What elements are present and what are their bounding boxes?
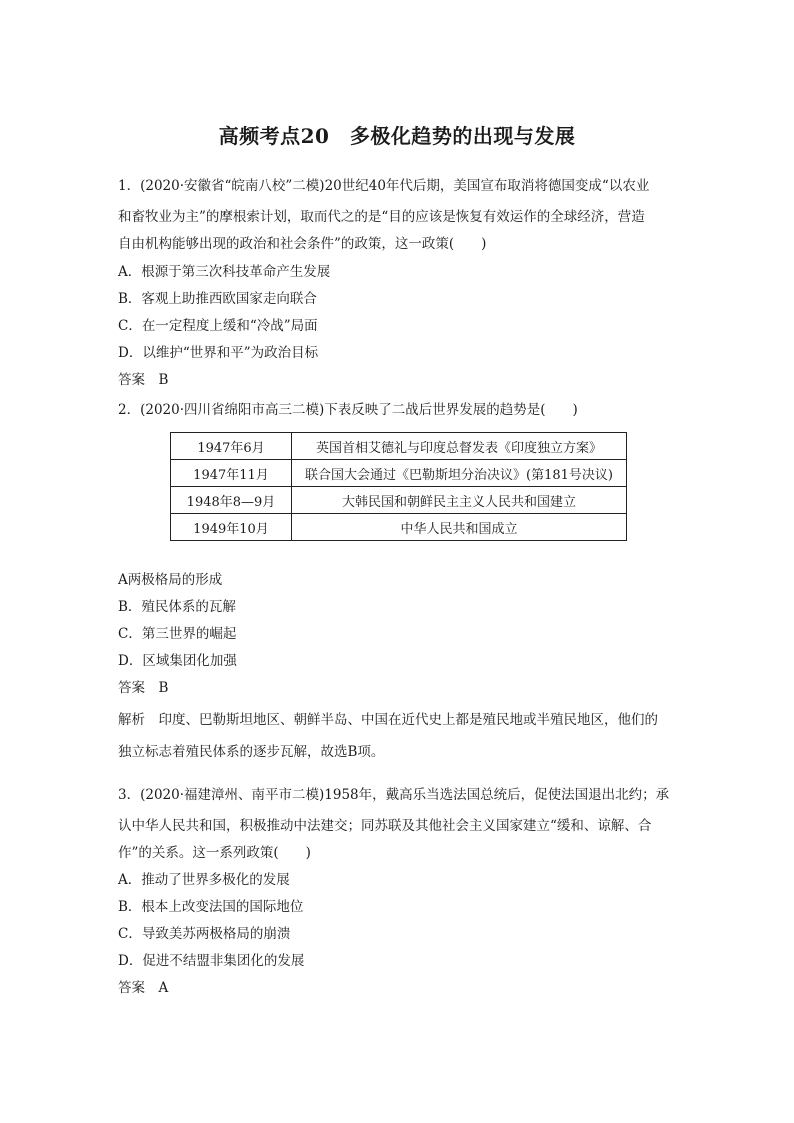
q3-option-d: D．促进不结盟非集团化的发展 — [118, 953, 305, 969]
q1-option-d: D．以维护“世界和平”为政治目标 — [118, 345, 319, 361]
table-row — [171, 487, 627, 514]
q2-option-c: C．第三世界的崛起 — [118, 626, 237, 642]
q2-analysis-line-1: 解析 印度、巴勒斯坦地区、朝鲜半岛、中国在近代史上都是殖民地或半殖民地区，他们的 — [118, 712, 658, 728]
q1-option-b: B．客观上助推西欧国家走向联合 — [118, 291, 317, 307]
table-cell-event: 英国首相艾德礼与印度总督发表《印度独立方案》 — [292, 433, 627, 460]
q2-option-b: B．殖民体系的瓦解 — [118, 599, 236, 615]
table-row — [171, 514, 627, 541]
q3-stem-line-3: 作”的关系。这一系列政策( ) — [118, 845, 311, 861]
q2-analysis-line-2: 独立标志着殖民体系的逐步瓦解，故选B项。 — [118, 744, 385, 760]
q1-stem-line-2: 和畜牧业为主”的摩根索计划，取而代之的是“目的应该是恢复有效运作的全球经济，营造 — [118, 209, 645, 225]
table-cell-event: 中华人民共和国成立 — [292, 514, 627, 541]
q2-option-d: D．区域集团化加强 — [118, 653, 237, 669]
q3-option-b: B．根本上改变法国的国际地位 — [118, 899, 304, 915]
q2-events-table — [170, 432, 627, 541]
q2-stem: 2．(2020·四川省绵阳市高三二模)下表反映了二战后世界发展的趋势是( ) — [118, 402, 578, 418]
q3-option-a: A．推动了世界多极化的发展 — [118, 872, 290, 888]
q1-stem-line-3: 自由机构能够出现的政治和社会条件”的政策，这一政策( ) — [118, 236, 487, 252]
table-cell-date: 1947年6月 — [171, 433, 292, 460]
q3-stem-line-2: 认中华人民共和国，积极推动中法建交；同苏联及其他社会主义国家建立“缓和、谅解、合 — [118, 818, 652, 834]
q1-stem-line-1: 1．(2020·安徽省“皖南八校”二模)20世纪40年代后期，美国宣布取消将德国变成“以农业 — [118, 178, 650, 194]
table-cell-event: 联合国大会通过《巴勒斯坦分治决议》(第181号决议) — [292, 460, 627, 487]
table-cell-date: 1948年8—9月 — [171, 487, 292, 514]
table-cell-date: 1949年10月 — [171, 514, 292, 541]
q1-option-a: A．根源于第三次科技革命产生发展 — [118, 264, 331, 280]
q2-option-a: A两极格局的形成 — [118, 572, 223, 588]
q3-answer: 答案 A — [118, 980, 169, 996]
q3-option-c: C．导致美苏两极格局的崩溃 — [118, 926, 291, 942]
q1-option-c: C．在一定程度上缓和“冷战”局面 — [118, 318, 318, 334]
q3-stem-line-1: 3．(2020·福建漳州、南平市二模)1958年，戴高乐当选法国总统后，促使法国退出北约；承 — [118, 787, 670, 803]
table-row — [171, 460, 627, 487]
table-row — [171, 433, 627, 460]
table-cell-date: 1947年11月 — [171, 460, 292, 487]
page-title: 高频考点20 多极化趋势的出现与发展 — [218, 124, 576, 148]
q1-answer: 答案 B — [118, 372, 169, 388]
q2-answer: 答案 B — [118, 680, 169, 696]
table-cell-event: 大韩民国和朝鲜民主主义人民共和国建立 — [292, 487, 627, 514]
